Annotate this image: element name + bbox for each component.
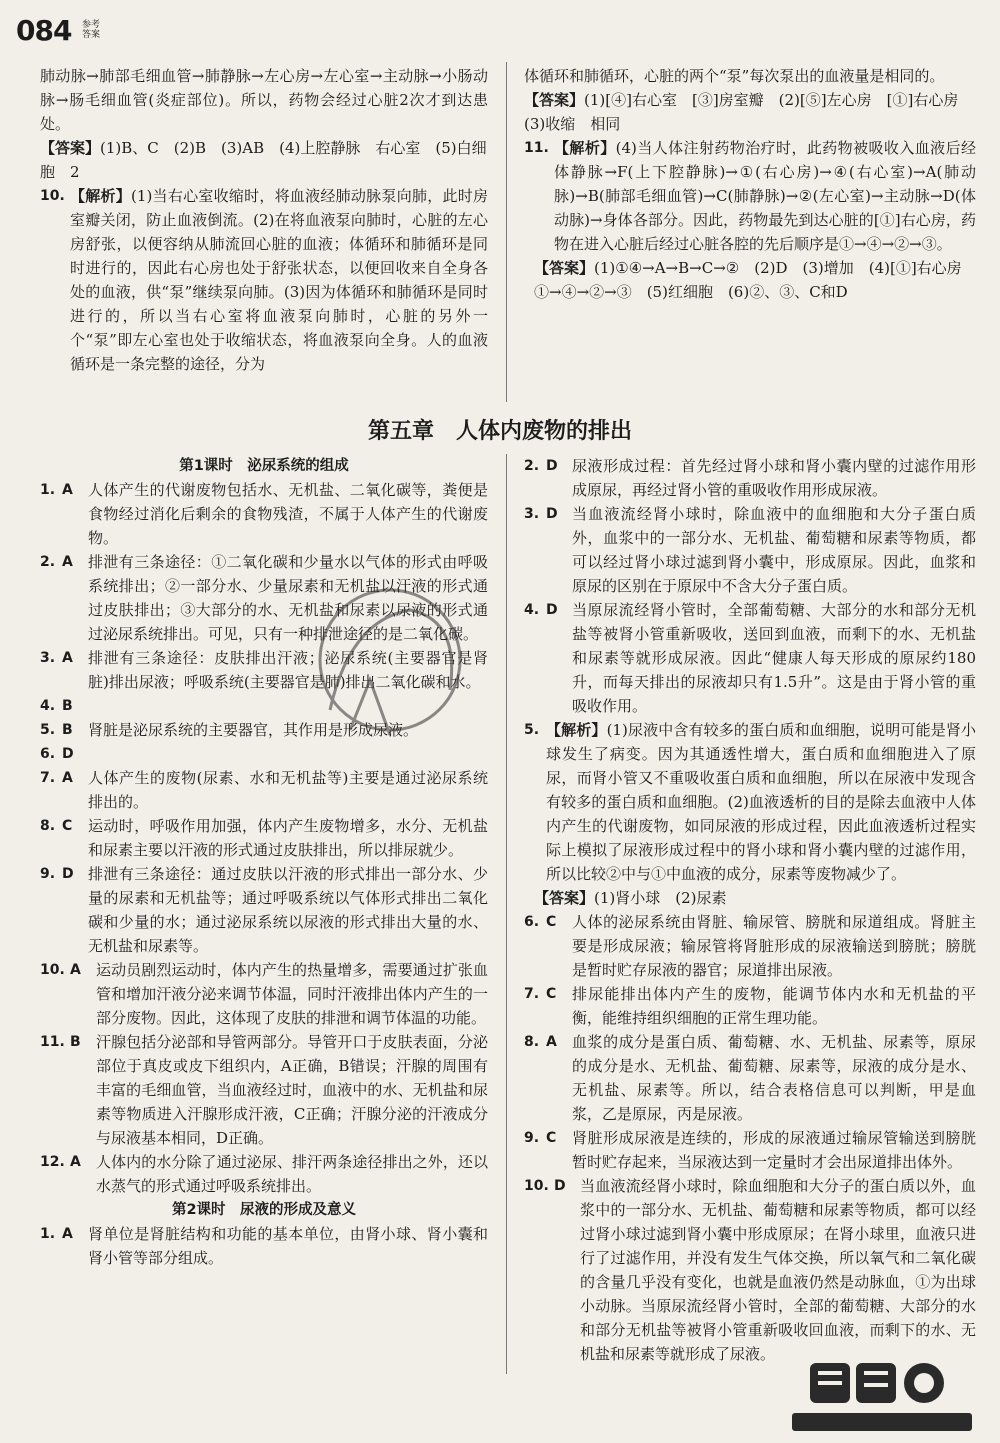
explanation-text: 运动时，呼吸作用加强，体内产生废物增多，水分、无机盐和尿素主要以汗液的形式通过皮肤排出，所以排尿就少。 [88, 817, 488, 859]
question-number: 10. [524, 1178, 549, 1194]
answer-choice: D [62, 746, 74, 762]
explanation-text: 汗腺包括分泌部和导管两部分。导管开口于皮肤表面，分泌部位于真皮或皮下组织内，A正确，B错误；汗腺的周围有丰富的毛细血管，当血液经过时，血液中的水、无机盐和尿素等物质进入汗腺形成汗液，C正确；汗腺分泌的汗液成分与尿液基本相同，D正确。 [96, 1033, 488, 1147]
analysis-label: 【解析】 [554, 139, 616, 157]
question-item [40, 1150, 488, 1198]
question-item [40, 1222, 488, 1270]
chapter-title: 第五章 人体内废物的排出 [367, 419, 632, 444]
question-11 [524, 136, 976, 256]
answer-line [534, 886, 976, 910]
explanation-text [88, 694, 488, 718]
explanation-text: 血浆的成分是蛋白质、葡萄糖、水、无机盐、尿素等，原尿的成分是水、无机盐、葡萄糖、尿素等，尿液的成分是水、无机盐、尿素等。所以，结合表格信息可以判断，甲是血浆，乙是原尿，丙是尿液。 [572, 1033, 976, 1123]
answer-choice: C [546, 914, 557, 930]
question-number: 8. [524, 1034, 540, 1050]
question-number: 5. [40, 722, 56, 738]
question-number: 11. [40, 1034, 65, 1050]
answer-choice: B [62, 722, 73, 738]
answer-choice: A [70, 1154, 81, 1170]
answer-choice: A [62, 770, 73, 786]
question-number: 7. [40, 770, 56, 786]
question-number: 2. [40, 554, 56, 570]
question-text [554, 136, 976, 256]
explanation-text: 人体产生的代谢废物包括水、无机盐、二氧化碳等，粪便是食物经过消化后剩余的食物残渣，不属于人体产生的代谢废物。 [88, 481, 488, 547]
explanation-text: 排泄有三条途径：①二氧化碳和少量水以气体的形式由呼吸系统排出；②一部分水、少量尿素和无机盐以汗液的形式通过皮肤排出；③大部分的水、无机盐和尿素以尿液的形式通过泌尿系统排出。可见，只有一种排泄途径的是二氧化碳。 [88, 553, 488, 643]
question-item [40, 862, 488, 958]
question-number: 1. [40, 482, 56, 498]
question-text [546, 718, 976, 886]
question-item [40, 694, 488, 718]
explanation-text: 肾脏是泌尿系统的主要器官，其作用是形成尿液。 [88, 721, 419, 739]
bottom-right-column [524, 454, 976, 1366]
lesson-title: 第1课时 泌尿系统的组成 [179, 458, 349, 474]
answer-text: (1)肾小球 (2)尿素 [594, 889, 727, 907]
answer-choice: D [554, 1178, 566, 1194]
explanation-text: 排泄有三条途径：通过皮肤以汗液的形式排出一部分水、少量的尿素和无机盐等；通过呼吸系统以气体形式排出二氧化碳和少量的水；通过泌尿系统以尿液的形式排出大量的水、无机盐和尿素等。 [88, 865, 488, 955]
question-item [40, 478, 488, 550]
question-item [524, 502, 976, 598]
question-item [40, 742, 488, 766]
question-item [40, 550, 488, 646]
answer-choice: C [546, 986, 557, 1002]
answer-choice: D [62, 866, 74, 882]
question-item [40, 646, 488, 694]
question-item [40, 958, 488, 1030]
page-tag: 参考答案 [82, 20, 101, 40]
answer-text: (1)①④→A→B→C→② (2)D (3)增加 (4)[①]右心房 ①→④→②→③ (5)红细胞 (6)②、③、C和D [534, 259, 977, 301]
explanation-text: 肾脏形成尿液是连续的，形成的尿液通过输尿管输送到膀胱暂时贮存起来，当尿液达到一定量时才会出尿道排出体外。 [572, 1129, 976, 1171]
answer-choice: D [546, 506, 558, 522]
answer-text: (1)[④]右心室 [③]房室瓣 (2)[⑤]左心房 [①]右心房 (3)收缩 相同 [524, 91, 974, 133]
explanation-text: 肾单位是肾脏结构和功能的基本单位，由肾小球、肾小囊和肾小管等部分组成。 [88, 1225, 488, 1267]
explanation-text: 当原尿流经肾小管时，全部葡萄糖、大部分的水和部分无机盐等被肾小管重新吸收，送回到血液，而剩下的水、无机盐和尿素等就形成尿液。因此“健康人每天形成的原尿约180升，而每天排出的尿液却只有1.5升”。这是由于肾小管的重吸收作用。 [572, 601, 976, 715]
right-list [524, 454, 976, 718]
explanation-text: 排泄有三条途径：皮肤排出汗液；泌尿系统(主要器官是肾脏)排出尿液；呼吸系统(主要器官是肺)排出二氧化碳和水。 [88, 649, 488, 691]
question-text [70, 184, 488, 376]
question-item [40, 1030, 488, 1150]
answer-choice: B [70, 1034, 81, 1050]
question-number: 6. [40, 746, 56, 762]
analysis-label: 【解析】 [546, 721, 607, 739]
question-item [524, 454, 976, 502]
explanation-text: 当血液流经肾小球时，除血液中的血细胞和大分子蛋白质外，血浆中的一部分水、无机盐、葡萄糖和尿素等物质，都可以经过肾小球过滤到肾小囊中，形成原尿。因此，血浆和原尿的区别在于原尿中不含大分子蛋白质。 [572, 505, 976, 595]
answer-choice: B [62, 698, 73, 714]
question-number: 9. [40, 866, 56, 882]
answer-choice: D [546, 458, 558, 474]
page-number: 084 [16, 14, 72, 47]
question-item [524, 982, 976, 1030]
question-number: 4. [524, 602, 540, 618]
question-number: 10. [40, 962, 65, 978]
question-number: 10. [40, 188, 65, 204]
column-divider-top [506, 62, 507, 402]
explanation-text: 当血液流经肾小球时，除血细胞和大分子的蛋白质以外，血浆中的一部分水、无机盐、葡萄糖和尿素等物质，都可以经过肾小球过滤到肾小囊中形成原尿；在肾小球里，血液只进行了过滤作用，并没有发生气体交换，所以氧气和二氧化碳的含量几乎没有变化，也就是血液仍然是动脉血，①为出球小动脉。当原尿流经肾小管时，全部的葡萄糖、大部分的水和部分无机盐等被肾小管重新吸收回血液，而剩下的水、无机盐和尿素等就形成了尿液。 [580, 1177, 976, 1363]
continuation-text: 体循环和肺循环，心脏的两个“泵”每次泵出的血液量是相同的。 [524, 67, 945, 85]
explanation-text: 尿液形成过程：首先经过肾小球和肾小囊内壁的过滤作用形成原尿，再经过肾小管的重吸收作用形成尿液。 [572, 457, 976, 499]
explanation-text: 人体产生的废物(尿素、水和无机盐等)主要是通过泌尿系统排出的。 [88, 769, 488, 811]
question-item [524, 598, 976, 718]
answer-choice: A [62, 1226, 73, 1242]
question-number: 12. [40, 1154, 65, 1170]
question-item [524, 910, 976, 982]
explanation-text [88, 742, 488, 766]
question-item [524, 1174, 976, 1366]
answer-choice: A [62, 482, 73, 498]
answer-choice: A [70, 962, 81, 978]
top-left-column [40, 64, 488, 376]
bottom-left-column [40, 454, 488, 1270]
lesson1-list [40, 478, 488, 1198]
question-item [40, 766, 488, 814]
question-item [40, 814, 488, 862]
explanation-text: 人体的泌尿系统由肾脏、输尿管、膀胱和尿道组成。肾脏主要是形成尿液；输尿管将肾脏形成的尿液输送到膀胱；膀胱是暂时贮存尿液的器官；尿道排出尿液。 [572, 913, 976, 979]
answer-choice: C [546, 1130, 557, 1146]
analysis-label: 【解析】 [70, 187, 132, 205]
answer-choice: A [62, 650, 73, 666]
answer-choice: A [62, 554, 73, 570]
right-list-2 [524, 910, 976, 1366]
site-logo [772, 1357, 992, 1437]
question-number: 2. [524, 458, 540, 474]
question-number: 9. [524, 1130, 540, 1146]
question-number: 1. [40, 1226, 56, 1242]
answer-choice: D [546, 602, 558, 618]
answer-label: 【答案】 [534, 259, 595, 277]
answer-choice: C [62, 818, 73, 834]
question-number: 11. [524, 140, 549, 156]
column-divider-bottom [506, 454, 507, 1374]
question-number: 6. [524, 914, 540, 930]
question-number: 7. [524, 986, 540, 1002]
question-number: 3. [524, 506, 540, 522]
answer-label: 【答案】 [40, 139, 101, 157]
explanation-text: 运动员剧烈运动时，体内产生的热量增多，需要通过扩张血管和增加汗液分泌来调节体温，同时汗液排出体内产生的一部分废物。因此，这体现了皮肤的排泄和调节体温的功能。 [96, 961, 488, 1027]
lesson2-list [40, 1222, 488, 1270]
analysis-text: (1)当右心室收缩时，将血液经肺动脉泵向肺，此时房室瓣关闭，防止血液倒流。(2)在将血液泵向肺时，心脏的左心房舒张，以便容纳从肺流回心脏的血液；体循环和肺循环是同时进行的，因此右心房也处于舒张状态，以便回收来自全身各处的血液，供“泵”继续泵向肺。(3)因为体循环和肺循环是同时进行的，所以当右心室将血液泵向肺时，心脏的另外一个“泵”即左心室也处于收缩状态，将血液泵向全身。人的血液循环是一条完整的途径，分为 [70, 187, 488, 373]
answer-label: 【答案】 [534, 889, 595, 907]
analysis-text: (4)当人体注射药物治疗时，此药物被吸收入血液后经体静脉→F(上下腔静脉)→①(右心房)→④(右心室)→A(肺动脉)→B(肺部毛细血管)→C(肺静脉)→②(左心室)→主动脉→D(体动脉)→身体各部分。因此，药物最先到达心脏的[①]右心房，药物在进入心脏后经过心脏各腔的先后顺序是①→④→②→③。 [554, 139, 976, 253]
question-number: 4. [40, 698, 56, 714]
answer-line [40, 136, 488, 184]
analysis-text: (1)尿液中含有较多的蛋白质和血细胞，说明可能是肾小球发生了病变。因为其通透性增大，蛋白质和血细胞进入了原尿，而肾小管又不重吸收蛋白质和血细胞，所以在尿液中发现含有较多的蛋白质和血细胞。(2)血液透析的目的是除去血液中人体内产生的代谢废物，如同尿液的形成过程，因此血液透析过程实际上模拟了尿液形成过程中的肾小球和肾小囊内壁的过滤作用，所以比较②中与①中血液的成分，尿素等废物减少了。 [546, 721, 976, 883]
question-number: 3. [40, 650, 56, 666]
top-right-column [524, 64, 976, 304]
question-item [524, 1030, 976, 1126]
answer-line [534, 256, 976, 304]
answer-line [524, 88, 976, 136]
explanation-text: 排尿能排出体内产生的废物，能调节体内水和无机盐的平衡，能维持组织细胞的正常生理功能。 [572, 985, 976, 1027]
question-item [40, 718, 488, 742]
lesson-title: 第2课时 尿液的形成及意义 [171, 1202, 357, 1218]
continuation-text: 肺动脉→肺部毛细血管→肺静脉→左心房→左心室→主动脉→小肠动脉→肠毛细血管(炎症部位)。所以，药物会经过心脏2次才到达患处。 [40, 67, 488, 133]
explanation-text: 人体内的水分除了通过泌尿、排汗两条途径排出之外，还以水蒸气的形式通过呼吸系统排出。 [96, 1153, 488, 1195]
question-10 [40, 184, 488, 376]
question-5 [524, 718, 976, 886]
question-item [524, 1126, 976, 1174]
answer-text: (1)B、C (2)B (3)AB (4)上腔静脉 右心室 (5)白细胞 2 [40, 139, 487, 181]
question-number: 8. [40, 818, 56, 834]
question-number: 5. [524, 722, 540, 738]
answer-choice: A [546, 1034, 557, 1050]
answer-label: 【答案】 [524, 91, 585, 109]
